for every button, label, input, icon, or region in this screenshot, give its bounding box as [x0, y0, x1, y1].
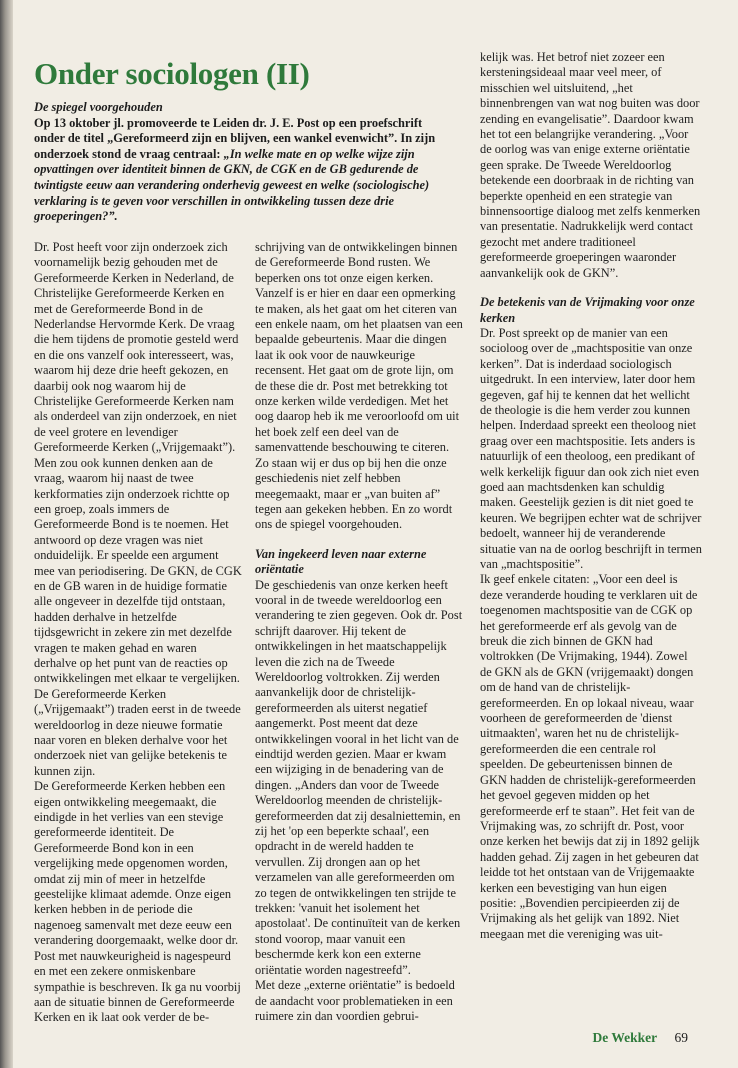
- lead-question: „In welke mate en op welke wijze zijn opvattingen over identiteit binnen de GKN, de CGK en de GB gedurende de twintigste eeuw aan verandering onderhevig geweest en welke (sociologische) verklaring is te geven voor verschillen in ontwikkeling tussen deze drie groeperingen?”.: [34, 146, 430, 224]
- paragraph: De geschiedenis van onze kerken heeft vooral in de tweede wereldoorlog een verandering te zien gegeven. Ook dr. Post schrijft daarover. Hij tekent de ontwikkelingen in het maatschappelijk leven die zich na de Tweede Wereldoorlog voltrokken. Zij werden aanvankelijk door de christelijk-gereformeerden als uiterst negatief aangemerkt. Post meent dat deze ontwikkelingen vooral in het licht van de eindtijd werden gezien. Maar er kwam een wijziging in de benadering van de dingen. „Anders dan voor de Tweede Wereldoorlog meenden de christelijk-gereformeerden dat zij desalniettemin, en zij het 'op een beperkte schaal', een opdracht in de wereld hadden te vervullen. Zij drongen aan op het verzamelen van alle gereformeerden om zo tegen de ontwikkelingen ten strijde te trekken: 'vanuit het isolement het apostolaat'. De continuïteit van de kerken stond voorop, maar vanuit een beschermde kerk kon een externe oriëntatie worden nagestreefd”.: [255, 577, 463, 977]
- paragraph: Dr. Post heeft voor zijn onderzoek zich voornamelijk bezig gehouden met de Gereformeerde Kerken in Nederland, de Christelijke Gereformeerde Kerken en met de Gereformeerde Bond in de Nederlandse Hervormde Kerk. De vraag die hem tijdens de promotie gesteld werd en die ons vanzelf ook interesseert, was, waarom hij deze drie heeft gekozen, en daarbij ook nog waarom hij de Christelijke Gereformeerde Kerken nam als onderdeel van zijn onderzoek, en niet de veel grotere en levendiger Gereformeerde Kerken („Vrijgemaakt”). Men zou ook kunnen denken aan de vraag, waarom hij naast de twee kerkformaties zijn onderzoek richtte op een groep, zoals immers de Gereformeerde Bond is te noemen. Het antwoord op deze vragen was niet onduidelijk. Er speelde een argument mee van periodisering. De GKN, de CGK en de GB waren in de huidige formatie alle ongeveer in dezelfde tijd ontstaan, hadden derhalve in hetzelfde tijdsgewricht in zekere zin met dezelfde vragen te maken gehad en waren derhalve op het punt van de reacties op ontwikkelingen met elkaar te vergelijken. De Gereformeerde Kerken („Vrijgemaakt”) traden eerst in de tweede wereldoorlog in deze nieuwe formatie naar voren en bleken derhalve voor het onderzoek niet van gelijke betekenis te kunnen zijn.: [34, 240, 242, 778]
- column-3: [480, 50, 702, 942]
- article-intro: [34, 100, 450, 225]
- lead-text: Op 13 oktober jl. promoveerde te Leiden dr. J. E. Post op een proefschrift onder de titel „Gereformeerd zijn en blijven, een wankel evenwicht”. In zijn onderzoek stond de vraag centraal:: [34, 115, 436, 161]
- page-spine-shadow: [0, 0, 13, 1068]
- paragraph: schrijving van de ontwikkelingen binnen de Gereformeerde Bond rusten. We beperken ons tot onze eigen kerken. Vanzelf is er hier en daar een opmerking te maken, als het gaat om het citeren van een enkele naam, om het plaatsen van een bepaalde gebeurtenis. Maar die dingen laat ik ook voor de nauwkeurige recensent. Het gaat om de grote lijn, om de these die dr. Post met betrekking tot onze kerken wilde verdedigen. Met het oog daarop heb ik me veroorloofd om uit het boek zelf een deel van de samenvattende beschouwing te citeren. Zo staan wij er dus op bij hen die onze geschiedenis niet zelf hebben meegemaakt, maar er „van buiten af” tegen aan gekeken hebben. En zo wordt ons de spiegel voorgehouden.: [255, 240, 463, 532]
- section-heading: Van ingekeerd leven naar externe oriëntatie: [255, 546, 427, 577]
- paragraph: kelijk was. Het betrof niet zozeer een kersteningsideaal maar veel meer, of misschien wel uitsluitend, „het binnenbrengen van wat nog buiten was door zending en evangelisatie”. Daardoor kwam het tot een belangrijke verandering. „Voor de oorlog was van enige externe oriëntatie geen sprake. De Tweede Wereldoorlog betekende een doorbraak in de richting van beperkte openheid en een strategie van binnensoortige dialoog met zelfs kenmerken van presentatie. Nadrukkelijk werd contact gezocht met andere traditioneel gereformeerde groeperingen waaronder aanvankelijk ook de GKN”.: [480, 50, 701, 280]
- page-footer: [593, 1030, 689, 1046]
- paragraph: Met deze „externe oriëntatie” is bedoeld de aandacht voor problematieken in een ruimere zin dan voordien gebrui-: [255, 978, 455, 1023]
- article-kicker: De spiegel voorgehouden: [34, 100, 163, 114]
- page-number: 69: [674, 1030, 688, 1045]
- paragraph: Ik geef enkele citaten: „Voor een deel is deze veranderde houding te verklaren uit de toegenomen machtspositie van de CGK op het gereformeerde erf als gevolg van de breuk die zich binnen de GKN had voltrokken (De Vrijmaking, 1944). Zowel de GKN als de GKN (vrijgemaakt) dongen om de hand van de christelijk-gereformeerden. En op lokaal niveau, waar voorheen de gereformeerden de 'dienst uitmaakten', waren het nu de christelijk-gereformeerden die een centrale rol speelden. De gebeurtenissen binnen de GKN hadden de christelijk-gereformeerden het gevoel gegeven midden op het gereformeerde erf te staan”. Het feit van de Vrijmaking was, zo schrijft dr. Post, voor onze kerken het bewijs dat zij in 1892 gelijk hadden gehad. Zij zagen in het gebeuren dat leidde tot het ontstaan van de Vrijgemaakte kerken een bevestiging van hun eigen positie: „Bovendien percipieerden zij de Vrijmaking als het gelijk van 1892. Niet meegaan met die vereniging was uit-: [480, 572, 700, 941]
- column-2: [255, 240, 463, 1024]
- column-1: [34, 240, 242, 1026]
- paragraph: Dr. Post spreekt op de manier van een socioloog over de „machtspositie van onze kerken”. Dat is inderdaad sociologisch uitgedrukt. In een interview, later door hem gegeven, gaf hij te kennen dat het wellicht de theologie is die hem verder zou kunnen helpen. Inderdaad spreekt een theoloog niet graag over een machtspositie. Iets anders is natuurlijk of een theoloog, een predikant of welk kerkelijk figuur dan ook zich niet even goed aan machtsdenken kan schuldig maken. Geestelijk gezien is dit niet goed te keuren. We begrijpen echter wat de schrijver bedoelt, wanneer hij de veranderende situatie van na de oorlog beschrijft in termen van „machtspositie”.: [480, 325, 702, 571]
- magazine-name: De Wekker: [592, 1030, 658, 1045]
- paragraph: De Gereformeerde Kerken hebben een eigen ontwikkeling meegemaakt, die eindigde in het verlies van een stevige gereformeerde identiteit. De Gereformeerde Bond kon in een vergelijking mede opgenomen worden, omdat zij min of meer in hetzelfde geestelijke klimaat ademde. Onze eigen kerken hebben in de periode die nagenoeg samenvalt met deze eeuw een verandering doorgemaakt, welke door dr. Post met nauwkeurigheid is nagespeurd en met een zekere onmiskenbare sympathie is beschreven. Ik ga nu voorbij aan de situatie binnen de Gereformeerde Kerken en ik laat ook verder de be-: [34, 779, 241, 1025]
- article-title: Onder sociologen (II): [34, 56, 310, 91]
- article-lead: [34, 116, 450, 225]
- section-heading: De betekenis van de Vrijmaking voor onze kerken: [480, 295, 695, 325]
